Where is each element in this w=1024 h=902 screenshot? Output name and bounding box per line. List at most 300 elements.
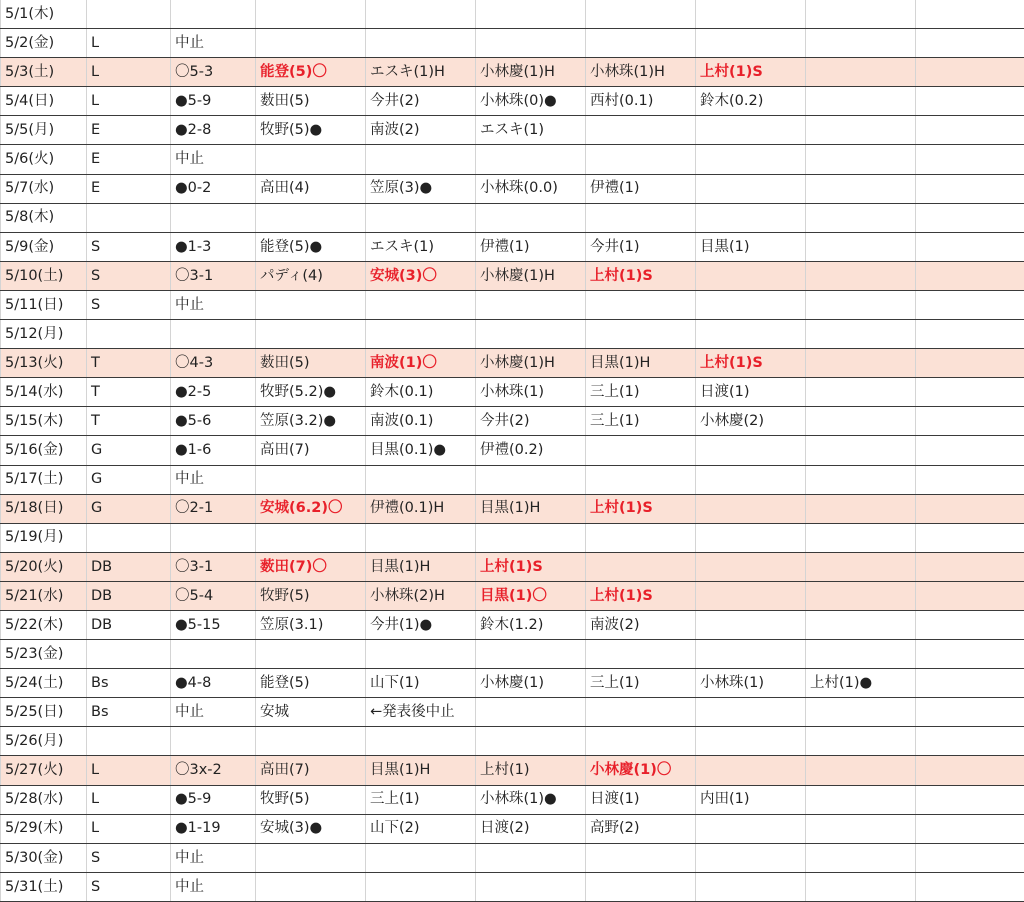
pitcher-1-cell[interactable]: 牧野(5) <box>256 581 366 610</box>
opponent-cell[interactable]: T <box>87 407 171 436</box>
pitcher-5-cell[interactable] <box>696 29 806 58</box>
pitcher-1-cell[interactable]: 牧野(5.2)● <box>256 378 366 407</box>
result-cell[interactable]: ●1-3 <box>171 232 256 261</box>
pitcher-2-cell[interactable]: 笠原(3)● <box>366 174 476 203</box>
pitcher-6-cell[interactable] <box>806 436 916 465</box>
pitcher-4-cell[interactable]: 高野(2) <box>586 814 696 843</box>
pitcher-5-cell[interactable] <box>696 727 806 756</box>
pitcher-3-cell[interactable]: 上村(1)S <box>476 552 586 581</box>
opponent-cell[interactable] <box>87 640 171 669</box>
opponent-cell[interactable] <box>87 203 171 232</box>
extra-cell-1[interactable] <box>916 465 1024 494</box>
pitcher-6-cell[interactable] <box>806 87 916 116</box>
extra-cell-1[interactable] <box>916 261 1024 290</box>
opponent-cell[interactable]: L <box>87 756 171 785</box>
pitcher-2-cell[interactable]: 目黒(0.1)● <box>366 436 476 465</box>
pitcher-1-cell[interactable]: 笠原(3.1) <box>256 610 366 639</box>
pitcher-3-cell[interactable]: 今井(2) <box>476 407 586 436</box>
date-cell[interactable]: 5/6(火) <box>1 145 87 174</box>
pitcher-4-cell[interactable]: 日渡(1) <box>586 785 696 814</box>
date-cell[interactable]: 5/16(金) <box>1 436 87 465</box>
pitcher-6-cell[interactable] <box>806 290 916 319</box>
pitcher-6-cell[interactable] <box>806 698 916 727</box>
opponent-cell[interactable] <box>87 523 171 552</box>
pitcher-1-cell[interactable] <box>256 640 366 669</box>
date-cell[interactable]: 5/28(水) <box>1 785 87 814</box>
pitcher-2-cell[interactable]: 山下(2) <box>366 814 476 843</box>
pitcher-2-cell[interactable] <box>366 465 476 494</box>
pitcher-2-cell[interactable]: 今井(1)● <box>366 610 476 639</box>
pitcher-6-cell[interactable] <box>806 581 916 610</box>
result-cell[interactable]: ●1-6 <box>171 436 256 465</box>
pitcher-6-cell[interactable] <box>806 29 916 58</box>
extra-cell-1[interactable] <box>916 116 1024 145</box>
extra-cell-1[interactable] <box>916 640 1024 669</box>
pitcher-3-cell[interactable]: 日渡(2) <box>476 814 586 843</box>
pitcher-1-cell[interactable]: 薮田(5) <box>256 349 366 378</box>
date-cell[interactable]: 5/21(水) <box>1 581 87 610</box>
pitcher-1-cell[interactable] <box>256 320 366 349</box>
extra-cell-1[interactable] <box>916 669 1024 698</box>
opponent-cell[interactable] <box>87 727 171 756</box>
pitcher-1-cell[interactable]: 高田(7) <box>256 436 366 465</box>
pitcher-1-cell[interactable]: 安城 <box>256 698 366 727</box>
pitcher-6-cell[interactable]: 上村(1)● <box>806 669 916 698</box>
date-cell[interactable]: 5/29(木) <box>1 814 87 843</box>
date-cell[interactable]: 5/26(月) <box>1 727 87 756</box>
date-cell[interactable]: 5/17(土) <box>1 465 87 494</box>
pitcher-4-cell[interactable]: 三上(1) <box>586 407 696 436</box>
opponent-cell[interactable]: E <box>87 116 171 145</box>
opponent-cell[interactable]: DB <box>87 581 171 610</box>
pitcher-5-cell[interactable] <box>696 523 806 552</box>
pitcher-6-cell[interactable] <box>806 0 916 29</box>
pitcher-5-cell[interactable]: 目黒(1) <box>696 232 806 261</box>
pitcher-3-cell[interactable]: 小林慶(1)H <box>476 261 586 290</box>
date-cell[interactable]: 5/27(火) <box>1 756 87 785</box>
pitcher-5-cell[interactable]: 鈴木(0.2) <box>696 87 806 116</box>
pitcher-6-cell[interactable] <box>806 58 916 87</box>
date-cell[interactable]: 5/1(木) <box>1 0 87 29</box>
pitcher-6-cell[interactable] <box>806 407 916 436</box>
date-cell[interactable]: 5/20(火) <box>1 552 87 581</box>
pitcher-4-cell[interactable] <box>586 0 696 29</box>
extra-cell-1[interactable] <box>916 523 1024 552</box>
pitcher-3-cell[interactable]: 小林慶(1) <box>476 669 586 698</box>
pitcher-3-cell[interactable]: 小林珠(1) <box>476 378 586 407</box>
pitcher-2-cell[interactable] <box>366 0 476 29</box>
pitcher-6-cell[interactable] <box>806 640 916 669</box>
pitcher-4-cell[interactable]: 小林珠(1)H <box>586 58 696 87</box>
pitcher-5-cell[interactable]: 内田(1) <box>696 785 806 814</box>
pitcher-2-cell[interactable]: 三上(1) <box>366 785 476 814</box>
date-cell[interactable]: 5/18(日) <box>1 494 87 523</box>
pitcher-6-cell[interactable] <box>806 145 916 174</box>
pitcher-2-cell[interactable]: 伊禮(0.1)H <box>366 494 476 523</box>
result-cell[interactable] <box>171 640 256 669</box>
pitcher-1-cell[interactable] <box>256 843 366 872</box>
pitcher-2-cell[interactable]: エスキ(1)H <box>366 58 476 87</box>
pitcher-5-cell[interactable] <box>696 203 806 232</box>
opponent-cell[interactable]: G <box>87 494 171 523</box>
pitcher-6-cell[interactable] <box>806 610 916 639</box>
pitcher-3-cell[interactable] <box>476 523 586 552</box>
pitcher-6-cell[interactable] <box>806 203 916 232</box>
pitcher-1-cell[interactable] <box>256 145 366 174</box>
result-cell[interactable]: 〇3-1 <box>171 261 256 290</box>
pitcher-1-cell[interactable]: 笠原(3.2)● <box>256 407 366 436</box>
pitcher-5-cell[interactable] <box>696 843 806 872</box>
pitcher-4-cell[interactable] <box>586 203 696 232</box>
pitcher-5-cell[interactable]: 上村(1)S <box>696 349 806 378</box>
date-cell[interactable]: 5/30(金) <box>1 843 87 872</box>
date-cell[interactable]: 5/12(月) <box>1 320 87 349</box>
pitcher-5-cell[interactable]: 日渡(1) <box>696 378 806 407</box>
pitcher-1-cell[interactable]: 安城(6.2)〇 <box>256 494 366 523</box>
pitcher-2-cell[interactable]: エスキ(1) <box>366 232 476 261</box>
pitcher-4-cell[interactable] <box>586 436 696 465</box>
extra-cell-1[interactable] <box>916 727 1024 756</box>
pitcher-3-cell[interactable]: 小林珠(1)● <box>476 785 586 814</box>
date-cell[interactable]: 5/8(木) <box>1 203 87 232</box>
pitcher-6-cell[interactable] <box>806 174 916 203</box>
date-cell[interactable]: 5/25(日) <box>1 698 87 727</box>
pitcher-2-cell[interactable] <box>366 290 476 319</box>
pitcher-5-cell[interactable] <box>696 640 806 669</box>
pitcher-2-cell[interactable] <box>366 320 476 349</box>
pitcher-1-cell[interactable]: 能登(5)〇 <box>256 58 366 87</box>
opponent-cell[interactable]: S <box>87 232 171 261</box>
extra-cell-1[interactable] <box>916 494 1024 523</box>
date-cell[interactable]: 5/23(金) <box>1 640 87 669</box>
pitcher-5-cell[interactable] <box>696 261 806 290</box>
opponent-cell[interactable]: E <box>87 174 171 203</box>
pitcher-6-cell[interactable] <box>806 727 916 756</box>
pitcher-2-cell[interactable]: 南波(2) <box>366 116 476 145</box>
opponent-cell[interactable]: S <box>87 290 171 319</box>
pitcher-4-cell[interactable]: 上村(1)S <box>586 581 696 610</box>
pitcher-6-cell[interactable] <box>806 116 916 145</box>
date-cell[interactable]: 5/13(火) <box>1 349 87 378</box>
result-cell[interactable]: ●5-6 <box>171 407 256 436</box>
pitcher-2-cell[interactable]: 南波(1)〇 <box>366 349 476 378</box>
result-cell[interactable]: 中止 <box>171 145 256 174</box>
extra-cell-1[interactable] <box>916 872 1024 901</box>
pitcher-6-cell[interactable] <box>806 756 916 785</box>
pitcher-6-cell[interactable] <box>806 872 916 901</box>
pitcher-3-cell[interactable]: 目黒(1)〇 <box>476 581 586 610</box>
pitcher-2-cell[interactable] <box>366 727 476 756</box>
pitcher-4-cell[interactable] <box>586 552 696 581</box>
date-cell[interactable]: 5/15(木) <box>1 407 87 436</box>
pitcher-6-cell[interactable] <box>806 785 916 814</box>
pitcher-2-cell[interactable]: 鈴木(0.1) <box>366 378 476 407</box>
pitcher-5-cell[interactable] <box>696 145 806 174</box>
opponent-cell[interactable]: L <box>87 58 171 87</box>
extra-cell-1[interactable] <box>916 203 1024 232</box>
extra-cell-1[interactable] <box>916 349 1024 378</box>
opponent-cell[interactable]: DB <box>87 552 171 581</box>
result-cell[interactable]: 中止 <box>171 698 256 727</box>
pitcher-3-cell[interactable] <box>476 29 586 58</box>
pitcher-4-cell[interactable]: 西村(0.1) <box>586 87 696 116</box>
pitcher-5-cell[interactable]: 小林珠(1) <box>696 669 806 698</box>
extra-cell-1[interactable] <box>916 407 1024 436</box>
pitcher-5-cell[interactable] <box>696 756 806 785</box>
pitcher-4-cell[interactable] <box>586 29 696 58</box>
pitcher-3-cell[interactable] <box>476 698 586 727</box>
pitcher-1-cell[interactable]: 薮田(7)〇 <box>256 552 366 581</box>
result-cell[interactable]: 〇2-1 <box>171 494 256 523</box>
pitcher-3-cell[interactable]: エスキ(1) <box>476 116 586 145</box>
result-cell[interactable]: ●4-8 <box>171 669 256 698</box>
pitcher-3-cell[interactable]: 伊禮(1) <box>476 232 586 261</box>
pitcher-2-cell[interactable] <box>366 843 476 872</box>
pitcher-6-cell[interactable] <box>806 261 916 290</box>
opponent-cell[interactable]: L <box>87 87 171 116</box>
pitcher-6-cell[interactable] <box>806 843 916 872</box>
opponent-cell[interactable]: L <box>87 29 171 58</box>
pitcher-1-cell[interactable] <box>256 872 366 901</box>
pitcher-4-cell[interactable]: 三上(1) <box>586 378 696 407</box>
result-cell[interactable]: 中止 <box>171 872 256 901</box>
pitcher-1-cell[interactable]: 牧野(5)● <box>256 116 366 145</box>
result-cell[interactable]: ●2-8 <box>171 116 256 145</box>
pitcher-4-cell[interactable] <box>586 872 696 901</box>
pitcher-1-cell[interactable] <box>256 0 366 29</box>
opponent-cell[interactable]: G <box>87 436 171 465</box>
result-cell[interactable] <box>171 320 256 349</box>
result-cell[interactable]: ●2-5 <box>171 378 256 407</box>
result-cell[interactable]: 〇5-3 <box>171 58 256 87</box>
pitcher-5-cell[interactable] <box>696 494 806 523</box>
pitcher-1-cell[interactable] <box>256 523 366 552</box>
pitcher-3-cell[interactable]: 上村(1) <box>476 756 586 785</box>
result-cell[interactable]: ●5-15 <box>171 610 256 639</box>
extra-cell-1[interactable] <box>916 610 1024 639</box>
extra-cell-1[interactable] <box>916 756 1024 785</box>
pitcher-4-cell[interactable]: 三上(1) <box>586 669 696 698</box>
extra-cell-1[interactable] <box>916 320 1024 349</box>
result-cell[interactable]: 〇5-4 <box>171 581 256 610</box>
result-cell[interactable]: 〇3-1 <box>171 552 256 581</box>
opponent-cell[interactable]: S <box>87 872 171 901</box>
result-cell[interactable]: ●1-19 <box>171 814 256 843</box>
date-cell[interactable]: 5/9(金) <box>1 232 87 261</box>
date-cell[interactable]: 5/10(土) <box>1 261 87 290</box>
extra-cell-1[interactable] <box>916 552 1024 581</box>
pitcher-4-cell[interactable]: 今井(1) <box>586 232 696 261</box>
opponent-cell[interactable] <box>87 0 171 29</box>
result-cell[interactable]: 〇4-3 <box>171 349 256 378</box>
pitcher-2-cell[interactable]: 目黒(1)H <box>366 756 476 785</box>
pitcher-2-cell[interactable] <box>366 640 476 669</box>
pitcher-2-cell[interactable]: 南波(0.1) <box>366 407 476 436</box>
pitcher-3-cell[interactable] <box>476 640 586 669</box>
date-cell[interactable]: 5/19(月) <box>1 523 87 552</box>
pitcher-5-cell[interactable]: 小林慶(2) <box>696 407 806 436</box>
pitcher-3-cell[interactable] <box>476 0 586 29</box>
pitcher-4-cell[interactable] <box>586 640 696 669</box>
pitcher-1-cell[interactable]: 高田(7) <box>256 756 366 785</box>
extra-cell-1[interactable] <box>916 785 1024 814</box>
result-cell[interactable] <box>171 523 256 552</box>
result-cell[interactable]: ●0-2 <box>171 174 256 203</box>
pitcher-2-cell[interactable]: 山下(1) <box>366 669 476 698</box>
pitcher-6-cell[interactable] <box>806 232 916 261</box>
pitcher-4-cell[interactable] <box>586 290 696 319</box>
pitcher-2-cell[interactable]: 今井(2) <box>366 87 476 116</box>
pitcher-6-cell[interactable] <box>806 465 916 494</box>
opponent-cell[interactable]: G <box>87 465 171 494</box>
pitcher-2-cell[interactable]: ←発表後中止 <box>366 698 476 727</box>
result-cell[interactable]: 中止 <box>171 843 256 872</box>
pitcher-5-cell[interactable] <box>696 174 806 203</box>
date-cell[interactable]: 5/31(土) <box>1 872 87 901</box>
extra-cell-1[interactable] <box>916 0 1024 29</box>
result-cell[interactable]: ●5-9 <box>171 785 256 814</box>
result-cell[interactable]: 中止 <box>171 290 256 319</box>
result-cell[interactable]: 中止 <box>171 29 256 58</box>
pitcher-5-cell[interactable] <box>696 290 806 319</box>
pitcher-5-cell[interactable] <box>696 465 806 494</box>
result-cell[interactable] <box>171 727 256 756</box>
pitcher-5-cell[interactable] <box>696 872 806 901</box>
pitcher-3-cell[interactable] <box>476 203 586 232</box>
pitcher-3-cell[interactable]: 小林珠(0.0) <box>476 174 586 203</box>
date-cell[interactable]: 5/24(土) <box>1 669 87 698</box>
pitcher-4-cell[interactable]: 上村(1)S <box>586 494 696 523</box>
pitcher-4-cell[interactable] <box>586 116 696 145</box>
pitcher-5-cell[interactable] <box>696 436 806 465</box>
pitcher-1-cell[interactable]: 能登(5)● <box>256 232 366 261</box>
pitcher-1-cell[interactable] <box>256 203 366 232</box>
pitcher-4-cell[interactable]: 上村(1)S <box>586 261 696 290</box>
result-cell[interactable] <box>171 0 256 29</box>
pitcher-5-cell[interactable] <box>696 581 806 610</box>
pitcher-1-cell[interactable] <box>256 29 366 58</box>
extra-cell-1[interactable] <box>916 436 1024 465</box>
pitcher-2-cell[interactable] <box>366 145 476 174</box>
extra-cell-1[interactable] <box>916 232 1024 261</box>
pitcher-4-cell[interactable]: 伊禮(1) <box>586 174 696 203</box>
date-cell[interactable]: 5/22(木) <box>1 610 87 639</box>
date-cell[interactable]: 5/11(日) <box>1 290 87 319</box>
opponent-cell[interactable]: L <box>87 814 171 843</box>
pitcher-3-cell[interactable]: 小林慶(1)H <box>476 349 586 378</box>
pitcher-6-cell[interactable] <box>806 349 916 378</box>
opponent-cell[interactable]: T <box>87 349 171 378</box>
pitcher-4-cell[interactable] <box>586 320 696 349</box>
date-cell[interactable]: 5/5(月) <box>1 116 87 145</box>
pitcher-1-cell[interactable]: 高田(4) <box>256 174 366 203</box>
pitcher-2-cell[interactable] <box>366 29 476 58</box>
pitcher-4-cell[interactable]: 小林慶(1)〇 <box>586 756 696 785</box>
pitcher-4-cell[interactable] <box>586 145 696 174</box>
result-cell[interactable]: 〇3x-2 <box>171 756 256 785</box>
pitcher-2-cell[interactable]: 目黒(1)H <box>366 552 476 581</box>
opponent-cell[interactable]: S <box>87 843 171 872</box>
pitcher-1-cell[interactable]: 牧野(5) <box>256 785 366 814</box>
pitcher-1-cell[interactable] <box>256 727 366 756</box>
pitcher-5-cell[interactable] <box>696 0 806 29</box>
pitcher-2-cell[interactable] <box>366 872 476 901</box>
pitcher-6-cell[interactable] <box>806 523 916 552</box>
pitcher-5-cell[interactable] <box>696 116 806 145</box>
opponent-cell[interactable]: DB <box>87 610 171 639</box>
extra-cell-1[interactable] <box>916 145 1024 174</box>
pitcher-2-cell[interactable] <box>366 203 476 232</box>
extra-cell-1[interactable] <box>916 174 1024 203</box>
pitcher-5-cell[interactable] <box>696 610 806 639</box>
pitcher-1-cell[interactable]: 薮田(5) <box>256 87 366 116</box>
pitcher-4-cell[interactable] <box>586 523 696 552</box>
pitcher-1-cell[interactable]: 能登(5) <box>256 669 366 698</box>
pitcher-3-cell[interactable]: 目黒(1)H <box>476 494 586 523</box>
extra-cell-1[interactable] <box>916 814 1024 843</box>
pitcher-4-cell[interactable] <box>586 727 696 756</box>
opponent-cell[interactable]: Bs <box>87 698 171 727</box>
pitcher-4-cell[interactable] <box>586 843 696 872</box>
pitcher-3-cell[interactable] <box>476 465 586 494</box>
date-cell[interactable]: 5/2(金) <box>1 29 87 58</box>
opponent-cell[interactable] <box>87 320 171 349</box>
pitcher-6-cell[interactable] <box>806 320 916 349</box>
date-cell[interactable]: 5/7(水) <box>1 174 87 203</box>
pitcher-3-cell[interactable] <box>476 843 586 872</box>
extra-cell-1[interactable] <box>916 87 1024 116</box>
pitcher-1-cell[interactable] <box>256 290 366 319</box>
extra-cell-1[interactable] <box>916 698 1024 727</box>
pitcher-3-cell[interactable] <box>476 145 586 174</box>
date-cell[interactable]: 5/3(土) <box>1 58 87 87</box>
extra-cell-1[interactable] <box>916 58 1024 87</box>
extra-cell-1[interactable] <box>916 843 1024 872</box>
opponent-cell[interactable]: T <box>87 378 171 407</box>
pitcher-3-cell[interactable] <box>476 290 586 319</box>
extra-cell-1[interactable] <box>916 581 1024 610</box>
pitcher-3-cell[interactable]: 鈴木(1.2) <box>476 610 586 639</box>
pitcher-3-cell[interactable]: 伊禮(0.2) <box>476 436 586 465</box>
pitcher-6-cell[interactable] <box>806 814 916 843</box>
pitcher-1-cell[interactable]: 安城(3)● <box>256 814 366 843</box>
extra-cell-1[interactable] <box>916 290 1024 319</box>
pitcher-2-cell[interactable]: 安城(3)〇 <box>366 261 476 290</box>
pitcher-5-cell[interactable] <box>696 814 806 843</box>
pitcher-5-cell[interactable] <box>696 320 806 349</box>
pitcher-5-cell[interactable] <box>696 698 806 727</box>
extra-cell-1[interactable] <box>916 29 1024 58</box>
pitcher-3-cell[interactable] <box>476 727 586 756</box>
pitcher-1-cell[interactable]: パディ(4) <box>256 261 366 290</box>
opponent-cell[interactable]: Bs <box>87 669 171 698</box>
result-cell[interactable]: 中止 <box>171 465 256 494</box>
pitcher-3-cell[interactable] <box>476 320 586 349</box>
result-cell[interactable] <box>171 203 256 232</box>
pitcher-1-cell[interactable] <box>256 465 366 494</box>
result-cell[interactable]: ●5-9 <box>171 87 256 116</box>
pitcher-2-cell[interactable]: 小林珠(2)H <box>366 581 476 610</box>
opponent-cell[interactable]: S <box>87 261 171 290</box>
pitcher-6-cell[interactable] <box>806 378 916 407</box>
extra-cell-1[interactable] <box>916 378 1024 407</box>
pitcher-6-cell[interactable] <box>806 494 916 523</box>
pitcher-4-cell[interactable] <box>586 465 696 494</box>
date-cell[interactable]: 5/14(水) <box>1 378 87 407</box>
pitcher-5-cell[interactable] <box>696 552 806 581</box>
pitcher-3-cell[interactable] <box>476 872 586 901</box>
date-cell[interactable]: 5/4(日) <box>1 87 87 116</box>
